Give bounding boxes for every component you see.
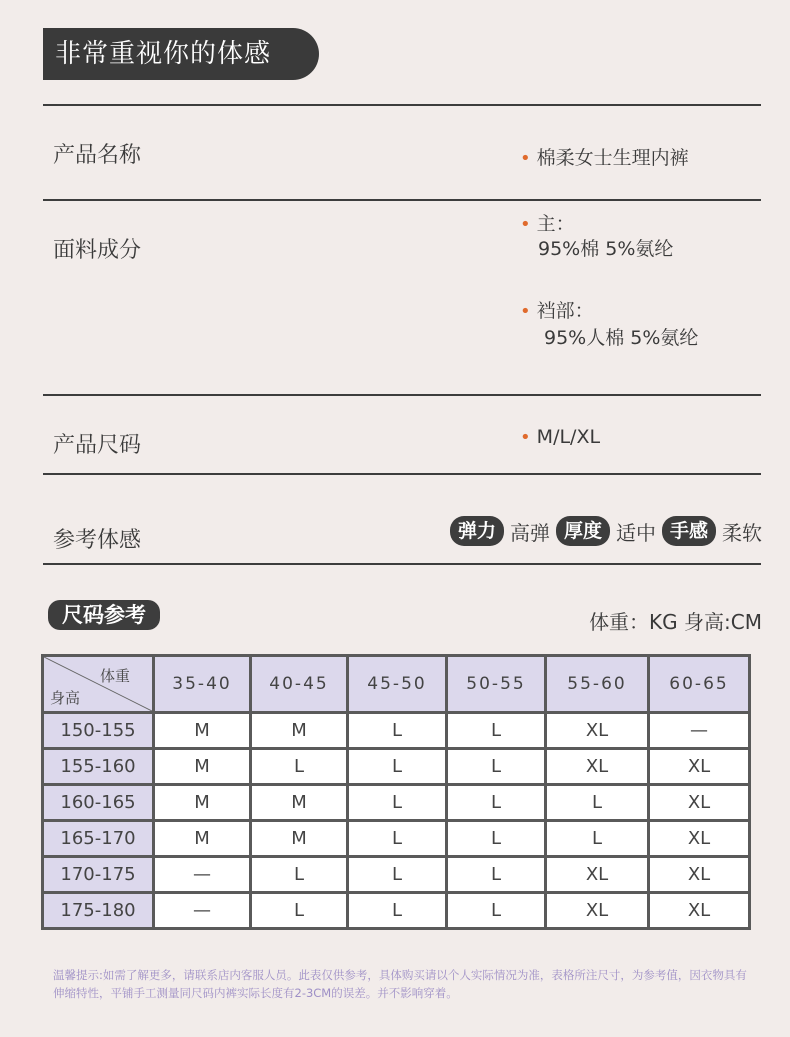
size-cell: XL bbox=[650, 786, 748, 819]
size-cell: M bbox=[155, 750, 249, 783]
bullet-icon: • bbox=[520, 148, 531, 169]
table-header-row bbox=[44, 657, 748, 711]
feel-tag-elasticity: 弹力 bbox=[450, 516, 504, 546]
feel-value-thickness: 适中 bbox=[615, 520, 656, 545]
corner-weight-label: 体重 bbox=[99, 667, 130, 685]
footnote: 温馨提示:如需了解更多，请联系店内客服人员。此表仅供参考，具体购买请以个人实际情况为准，表格所注尺寸，为参考值，因衣物具有伸缩特性，平铺手工测量同尺码内裤实际长度有2-3CM的误差。并不影响穿着。 bbox=[53, 968, 747, 1000]
size-value-text: M/L/XL bbox=[536, 426, 601, 448]
size-cell: L bbox=[448, 858, 544, 891]
size-cell: XL bbox=[650, 858, 748, 891]
size-cell: XL bbox=[650, 750, 748, 783]
size-cell: L bbox=[349, 714, 445, 747]
corner-height-label: 身高 bbox=[50, 689, 81, 707]
size-cell: M bbox=[252, 714, 346, 747]
size-cell: — bbox=[650, 714, 748, 747]
divider bbox=[43, 199, 761, 201]
corner-cell bbox=[44, 657, 152, 711]
height-row-header: 155-160 bbox=[44, 750, 152, 783]
material-crotch bbox=[520, 298, 698, 351]
feel-value-elasticity: 高弹 bbox=[509, 520, 550, 545]
size-cell: XL bbox=[650, 822, 748, 855]
size-cell: L bbox=[252, 858, 346, 891]
feel-label: 参考体感 bbox=[53, 528, 142, 553]
weight-col-header: 60-65 bbox=[650, 657, 748, 711]
size-cell: L bbox=[448, 750, 544, 783]
bullet-icon: • bbox=[520, 301, 531, 322]
size-cell: L bbox=[448, 822, 544, 855]
size-cell: M bbox=[252, 822, 346, 855]
height-row-header: 175-180 bbox=[44, 894, 152, 927]
feel-attributes bbox=[450, 516, 762, 546]
size-cell: — bbox=[155, 858, 249, 891]
size-cell: L bbox=[349, 822, 445, 855]
size-value bbox=[520, 426, 600, 448]
size-cell: M bbox=[155, 714, 249, 747]
material-label: 面料成分 bbox=[53, 238, 142, 263]
divider bbox=[43, 104, 761, 106]
table-row bbox=[44, 750, 748, 783]
weight-col-header: 45-50 bbox=[349, 657, 445, 711]
size-cell: L bbox=[448, 714, 544, 747]
size-chart-table bbox=[41, 654, 751, 930]
size-cell: L bbox=[547, 786, 647, 819]
size-cell: XL bbox=[547, 858, 647, 891]
height-row-header: 165-170 bbox=[44, 822, 152, 855]
height-row-header: 170-175 bbox=[44, 858, 152, 891]
weight-col-header: 35-40 bbox=[155, 657, 249, 711]
divider bbox=[43, 394, 761, 396]
size-cell: M bbox=[252, 786, 346, 819]
size-cell: M bbox=[155, 786, 249, 819]
table-row bbox=[44, 714, 748, 747]
size-label: 产品尺码 bbox=[53, 433, 142, 458]
table-row bbox=[44, 786, 748, 819]
bullet-icon: • bbox=[520, 427, 531, 448]
bullet-icon: • bbox=[520, 214, 531, 235]
size-cell: XL bbox=[547, 714, 647, 747]
material-crotch-title: 裆部： bbox=[536, 300, 594, 322]
product-name-value bbox=[520, 143, 689, 170]
height-row-header: 150-155 bbox=[44, 714, 152, 747]
product-name-text: 棉柔女士生理内裤 bbox=[536, 147, 689, 169]
weight-col-header: 55-60 bbox=[547, 657, 647, 711]
size-cell: L bbox=[349, 858, 445, 891]
size-cell: L bbox=[252, 894, 346, 927]
units-caption: 体重：KG 身高:CM bbox=[589, 610, 762, 634]
size-cell: M bbox=[155, 822, 249, 855]
weight-col-header: 50-55 bbox=[448, 657, 544, 711]
size-cell: XL bbox=[650, 894, 748, 927]
size-cell: — bbox=[155, 894, 249, 927]
size-cell: L bbox=[448, 786, 544, 819]
page-title: 非常重视你的体感 bbox=[43, 28, 319, 80]
size-cell: L bbox=[349, 750, 445, 783]
size-cell: L bbox=[252, 750, 346, 783]
size-cell: L bbox=[547, 822, 647, 855]
table-row bbox=[44, 858, 748, 891]
size-cell: L bbox=[349, 894, 445, 927]
size-cell: XL bbox=[547, 894, 647, 927]
feel-value-touch: 柔软 bbox=[722, 520, 762, 545]
size-cell: L bbox=[448, 894, 544, 927]
height-row-header: 160-165 bbox=[44, 786, 152, 819]
size-reference-tab: 尺码参考 bbox=[48, 600, 160, 630]
product-name-label: 产品名称 bbox=[53, 143, 142, 168]
material-main-title: 主： bbox=[536, 213, 575, 235]
material-crotch-value: 95%人棉 5%氨纶 bbox=[544, 327, 699, 349]
table-row bbox=[44, 894, 748, 927]
divider bbox=[43, 563, 761, 565]
feel-tag-touch: 手感 bbox=[662, 516, 716, 546]
table-row bbox=[44, 822, 748, 855]
material-main bbox=[520, 212, 673, 261]
size-cell: XL bbox=[547, 750, 647, 783]
weight-col-header: 40-45 bbox=[252, 657, 346, 711]
material-main-value: 95%棉 5%氨纶 bbox=[538, 238, 674, 260]
divider bbox=[43, 473, 761, 475]
size-cell: L bbox=[349, 786, 445, 819]
feel-tag-thickness: 厚度 bbox=[556, 516, 610, 546]
